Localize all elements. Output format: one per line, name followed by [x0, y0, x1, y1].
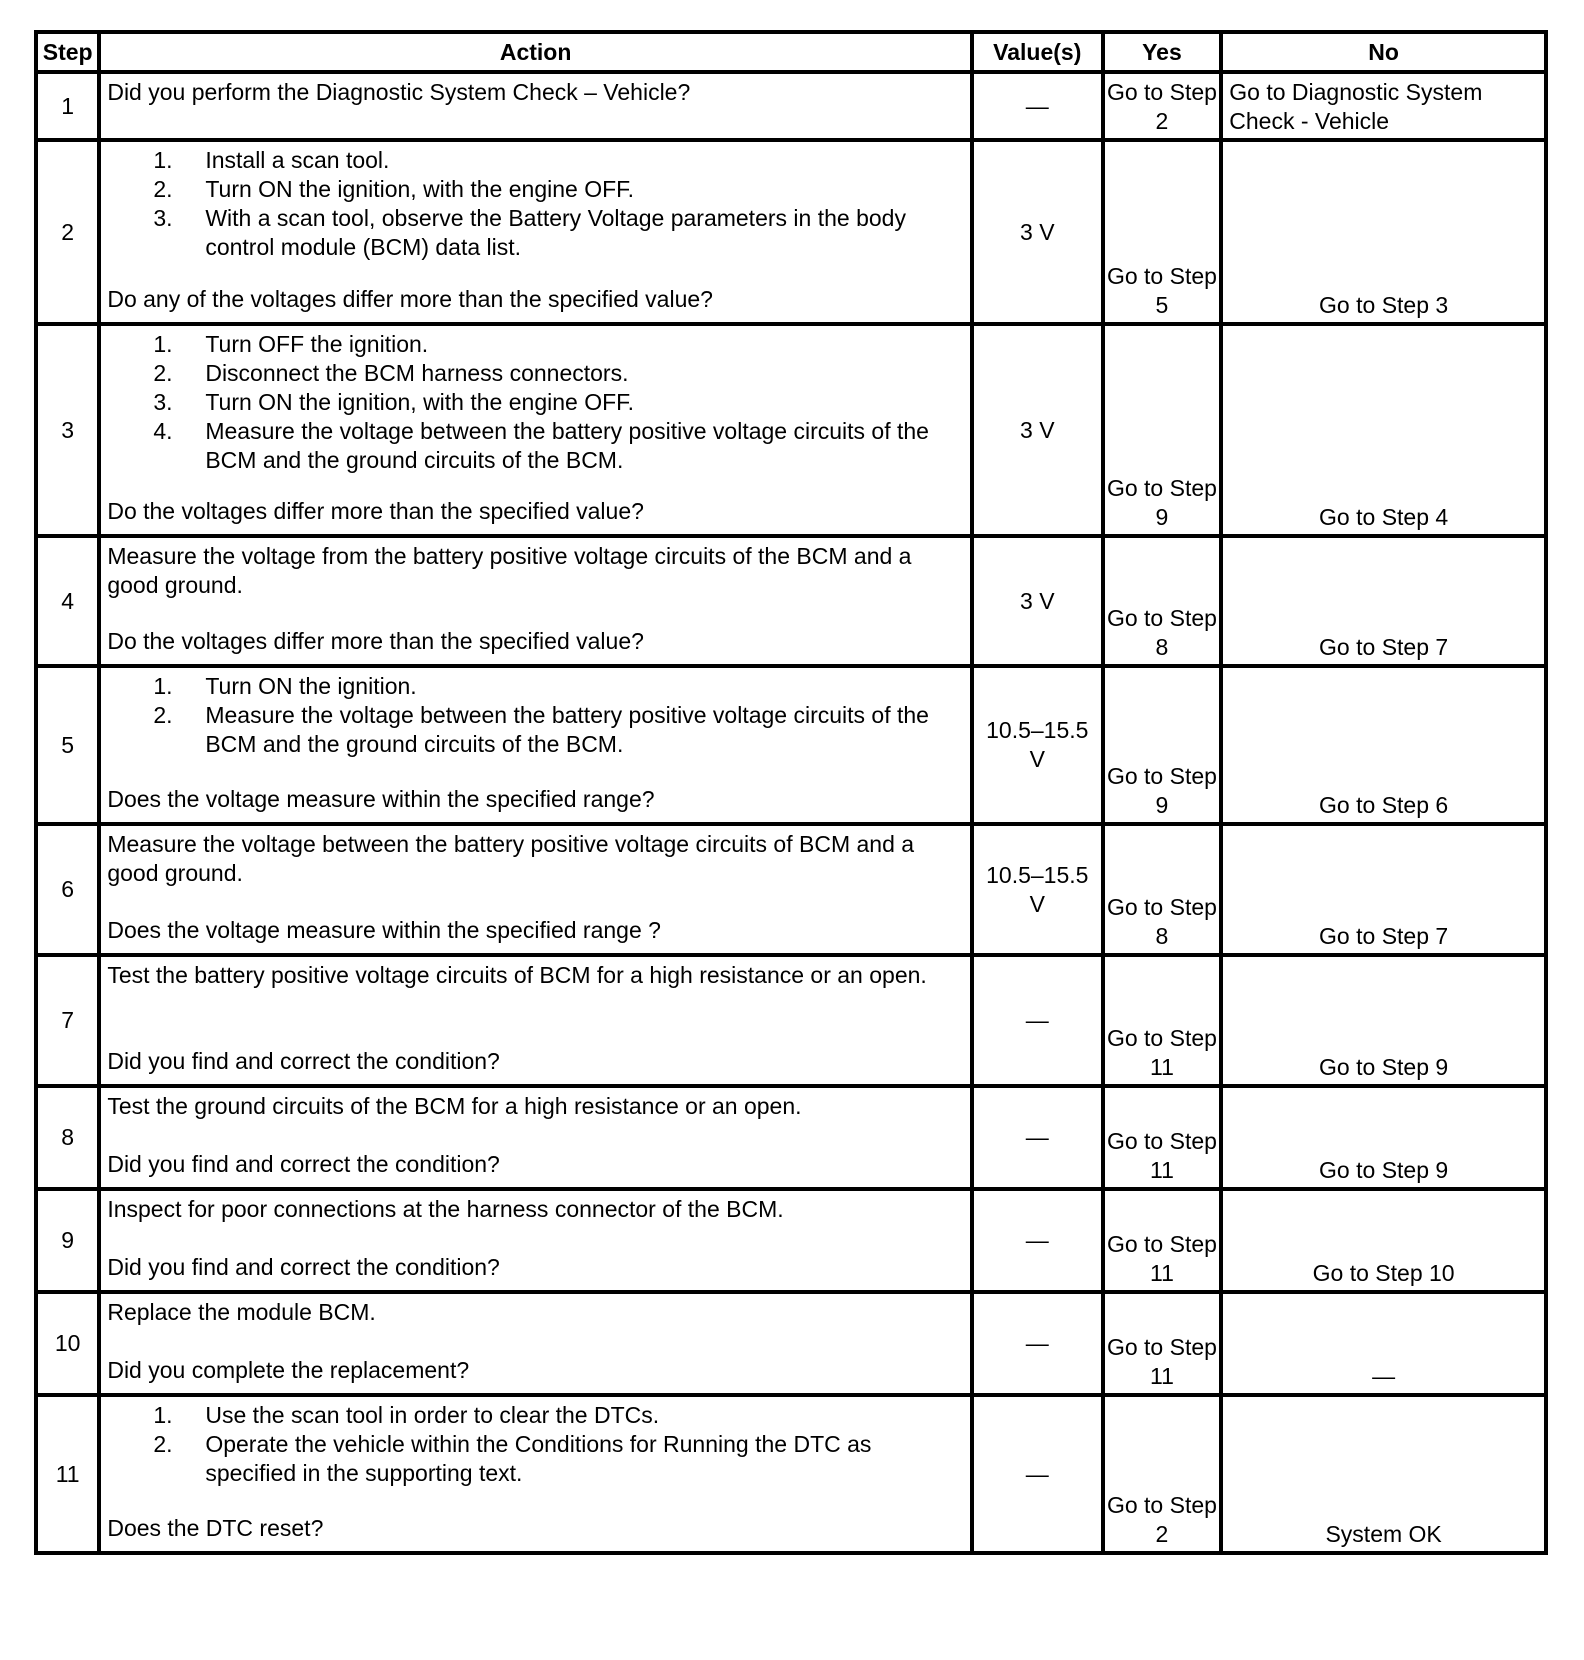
table-row	[36, 1189, 1546, 1292]
action-question: Did you find and correct the condition?	[107, 1254, 500, 1280]
value-cell: —	[972, 955, 1103, 1086]
action-text: Inspect for poor connections at the harness connector of the BCM.	[107, 1196, 784, 1222]
action-cell	[99, 72, 972, 140]
table-row	[36, 324, 1546, 536]
action-steps-list	[107, 1401, 964, 1488]
action-step-number: 4.	[153, 418, 173, 444]
action-cell	[99, 666, 972, 824]
action-step-number: 3.	[153, 389, 173, 415]
action-cell	[99, 1086, 972, 1189]
yes-cell: Go to Step 8	[1103, 536, 1222, 666]
action-instructions	[107, 146, 964, 262]
action-cell	[99, 955, 972, 1086]
action-step-number: 2.	[153, 360, 173, 386]
header-action: Action	[99, 32, 972, 72]
no-cell: Go to Step 9	[1221, 1086, 1546, 1189]
action-step-item	[107, 1430, 964, 1488]
action-question: Does the voltage measure within the specified range?	[107, 786, 655, 812]
header-values: Value(s)	[972, 32, 1103, 72]
table-row	[36, 1292, 1546, 1395]
action-step-number: 2.	[153, 702, 173, 728]
step-number: 10	[36, 1292, 99, 1395]
step-number: 1	[36, 72, 99, 140]
action-text: Test the ground circuits of the BCM for a high resistance or an open.	[107, 1093, 802, 1119]
action-content	[101, 1294, 970, 1387]
step-number: 3	[36, 324, 99, 536]
action-step-item	[107, 701, 964, 759]
action-content	[101, 538, 970, 658]
action-content	[101, 668, 970, 816]
action-instructions	[107, 1401, 964, 1488]
action-steps-list	[107, 330, 964, 475]
action-step-text: Turn ON the ignition, with the engine OFF.	[205, 389, 635, 415]
action-instructions	[107, 330, 964, 475]
no-cell: Go to Step 10	[1221, 1189, 1546, 1292]
no-cell: Go to Step 7	[1221, 824, 1546, 955]
action-step-item	[107, 204, 964, 262]
action-step-text: Measure the voltage between the battery positive voltage circuits of the BCM and the ground circuits of the BCM.	[205, 702, 929, 757]
step-number: 9	[36, 1189, 99, 1292]
yes-cell: Go to Step 9	[1103, 666, 1222, 824]
action-step-item	[107, 1401, 964, 1430]
action-step-number: 2.	[153, 176, 173, 202]
action-content	[101, 957, 970, 1078]
no-cell: Go to Step 9	[1221, 955, 1546, 1086]
action-question: Do the voltages differ more than the specified value?	[107, 498, 644, 524]
yes-cell: Go to Step 9	[1103, 324, 1222, 536]
no-cell: System OK	[1221, 1395, 1546, 1553]
action-cell	[99, 824, 972, 955]
action-content	[101, 1397, 970, 1545]
action-cell	[99, 324, 972, 536]
action-question: Does the voltage measure within the specified range ?	[107, 917, 661, 943]
action-step-text: Turn OFF the ignition.	[205, 331, 429, 357]
value-cell: 10.5–15.5 V	[972, 666, 1103, 824]
action-content	[101, 1191, 970, 1284]
action-content	[101, 326, 970, 528]
table-row	[36, 1086, 1546, 1189]
table-row	[36, 536, 1546, 666]
action-instructions	[107, 1195, 964, 1224]
value-cell: 10.5–15.5 V	[972, 824, 1103, 955]
step-number: 6	[36, 824, 99, 955]
yes-cell: Go to Step 11	[1103, 1189, 1222, 1292]
step-number: 4	[36, 536, 99, 666]
step-number: 5	[36, 666, 99, 824]
header-step: Step	[36, 32, 99, 72]
table-row	[36, 72, 1546, 140]
action-question: Did you complete the replacement?	[107, 1357, 470, 1383]
action-content	[101, 74, 970, 130]
no-cell: Go to Step 4	[1221, 324, 1546, 536]
action-step-number: 1.	[153, 673, 173, 699]
value-cell: —	[972, 1292, 1103, 1395]
action-step-item	[107, 417, 964, 475]
action-content	[101, 142, 970, 316]
value-cell: —	[972, 1189, 1103, 1292]
no-cell: Go to Step 3	[1221, 140, 1546, 324]
action-instructions	[107, 830, 964, 888]
action-step-text: With a scan tool, observe the Battery Voltage parameters in the body control module (BCM) data list.	[205, 205, 906, 260]
no-cell: —	[1221, 1292, 1546, 1395]
action-instructions	[107, 1298, 964, 1327]
header-no: No	[1221, 32, 1546, 72]
action-content	[101, 1088, 970, 1181]
value-cell: 3 V	[972, 536, 1103, 666]
action-steps-list	[107, 672, 964, 759]
value-cell: 3 V	[972, 140, 1103, 324]
action-step-text: Use the scan tool in order to clear the DTCs.	[205, 1402, 660, 1428]
action-question: Did you find and correct the condition?	[107, 1151, 500, 1177]
action-cell	[99, 140, 972, 324]
action-content	[101, 826, 970, 947]
action-question: Do any of the voltages differ more than the specified value?	[107, 286, 713, 312]
table-row	[36, 824, 1546, 955]
action-instructions	[107, 542, 964, 600]
no-cell: Go to Diagnostic System Check - Vehicle	[1221, 72, 1546, 140]
value-cell: —	[972, 1086, 1103, 1189]
action-question: Did you find and correct the condition?	[107, 1048, 500, 1074]
yes-cell: Go to Step 11	[1103, 955, 1222, 1086]
diagnostic-table	[34, 30, 1548, 1555]
table-row	[36, 140, 1546, 324]
action-question: Does the DTC reset?	[107, 1515, 324, 1541]
action-step-number: 1.	[153, 1402, 173, 1428]
action-step-text: Operate the vehicle within the Conditions for Running the DTC as specified in the supporting text.	[205, 1431, 872, 1486]
action-steps-list	[107, 146, 964, 262]
action-step-item	[107, 146, 964, 175]
header-yes: Yes	[1103, 32, 1222, 72]
action-cell	[99, 536, 972, 666]
yes-cell: Go to Step 11	[1103, 1292, 1222, 1395]
step-number: 7	[36, 955, 99, 1086]
step-number: 2	[36, 140, 99, 324]
no-cell: Go to Step 6	[1221, 666, 1546, 824]
action-instructions	[107, 672, 964, 759]
table-row	[36, 666, 1546, 824]
table-row	[36, 1395, 1546, 1553]
yes-cell: Go to Step 2	[1103, 72, 1222, 140]
action-step-number: 1.	[153, 147, 173, 173]
value-cell: —	[972, 72, 1103, 140]
yes-cell: Go to Step 2	[1103, 1395, 1222, 1553]
action-text: Replace the module BCM.	[107, 1299, 376, 1325]
action-step-text: Measure the voltage between the battery positive voltage circuits of the BCM and the ground circuits of the BCM.	[205, 418, 929, 473]
action-question: Do the voltages differ more than the specified value?	[107, 628, 644, 654]
step-number: 11	[36, 1395, 99, 1553]
header-row	[36, 32, 1546, 72]
action-cell	[99, 1395, 972, 1553]
action-step-item	[107, 359, 964, 388]
action-step-text: Install a scan tool.	[205, 147, 390, 173]
action-instructions	[107, 1092, 964, 1121]
action-instructions	[107, 961, 964, 990]
action-cell	[99, 1189, 972, 1292]
value-cell: 3 V	[972, 324, 1103, 536]
action-text: Measure the voltage between the battery positive voltage circuits of BCM and a good ground.	[107, 831, 915, 886]
action-cell	[99, 1292, 972, 1395]
action-step-item	[107, 388, 964, 417]
step-number: 8	[36, 1086, 99, 1189]
action-step-item	[107, 672, 964, 701]
yes-cell: Go to Step 11	[1103, 1086, 1222, 1189]
action-step-number: 2.	[153, 1431, 173, 1457]
action-text: Measure the voltage from the battery positive voltage circuits of the BCM and a good ground.	[107, 543, 912, 598]
action-step-number: 1.	[153, 331, 173, 357]
action-text: Did you perform the Diagnostic System Check – Vehicle?	[107, 79, 691, 105]
yes-cell: Go to Step 5	[1103, 140, 1222, 324]
value-cell: —	[972, 1395, 1103, 1553]
yes-cell: Go to Step 8	[1103, 824, 1222, 955]
action-step-number: 3.	[153, 205, 173, 231]
action-step-text: Turn ON the ignition, with the engine OFF.	[205, 176, 635, 202]
table-row	[36, 955, 1546, 1086]
action-step-item	[107, 175, 964, 204]
action-instructions	[107, 78, 964, 107]
no-cell: Go to Step 7	[1221, 536, 1546, 666]
action-step-text: Turn ON the ignition.	[205, 673, 417, 699]
action-step-item	[107, 330, 964, 359]
action-step-text: Disconnect the BCM harness connectors.	[205, 360, 629, 386]
action-text: Test the battery positive voltage circuits of BCM for a high resistance or an open.	[107, 962, 927, 988]
